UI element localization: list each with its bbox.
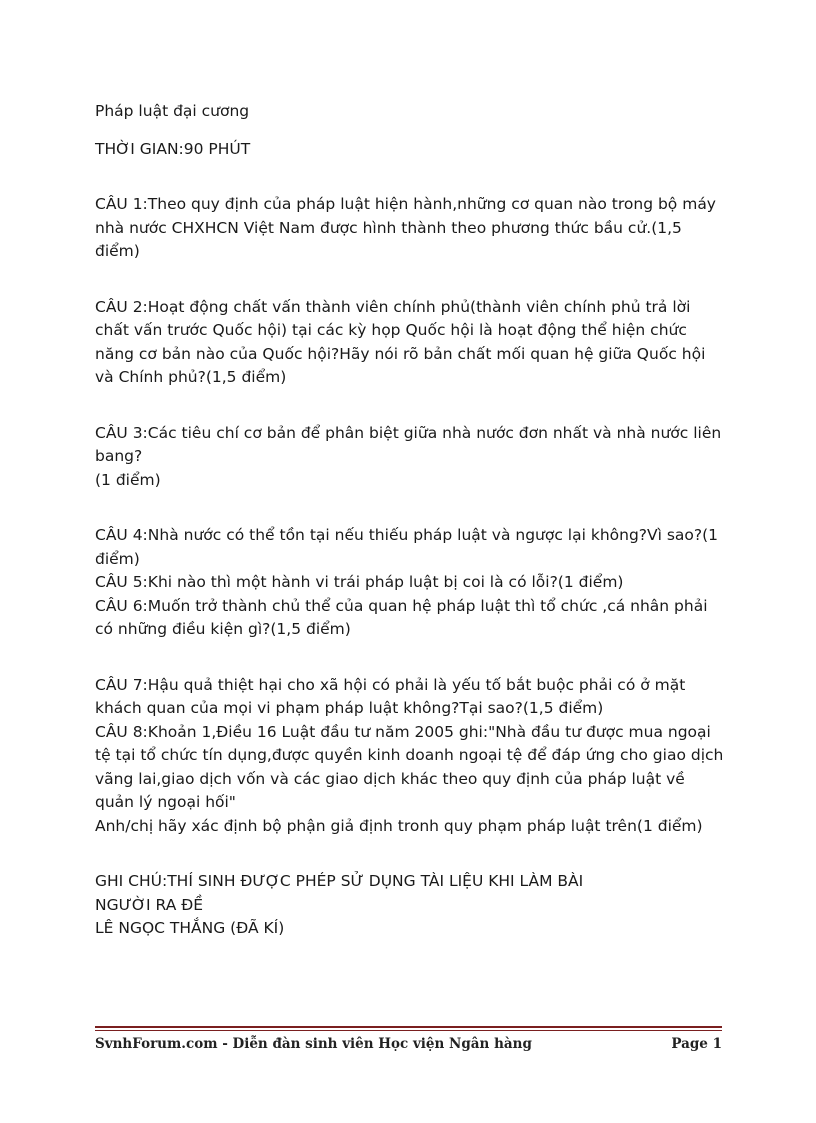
question-3: CÂU 3:Các tiêu chí cơ bản để phân biệt giữa nhà nước đơn nhất và nhà nước liên bang? — [95, 423, 722, 465]
footer-divider — [95, 1026, 722, 1031]
document-title: Pháp luật đại cương — [95, 102, 250, 120]
question-6: CÂU 6:Muốn trở thành chủ thể của quan hệ pháp luật thì tổ chức ,cá nhân phải có những điều kiện gì?(1,5 điểm) — [95, 596, 708, 638]
exam-time: THỜI GIAN:90 PHÚT — [95, 139, 251, 158]
question-8-task: Anh/chị hãy xác định bộ phận giả định tronh quy phạm pháp luật trên(1 điểm) — [95, 816, 703, 835]
question-7: CÂU 7:Hậu quả thiệt hại cho xã hội có phải là yếu tố bắt buộc phải có ở mặt khách quan của mọi vi phạm pháp luật không?Tại sao?(1,5 điểm) — [95, 675, 686, 717]
exam-note: GHI CHÚ:THÍ SINH ĐƯỢC PHÉP SỬ DỤNG TÀI LIỆU KHI LÀM BÀI — [95, 872, 584, 890]
question-4: CÂU 4:Nhà nước có thể tồn tại nếu thiếu pháp luật và ngược lại không?Vì sao?(1 điểm) — [95, 526, 719, 568]
footer-site-text: SvnhForum.com - Diễn đàn sinh viên Học viện Ngân hàng — [95, 1036, 532, 1052]
question-8: CÂU 8:Khoản 1,Điều 16 Luật đầu tư năm 2005 ghi:"Nhà đầu tư được mua ngoại tệ tại tổ chức tín dụng,được quyền kinh doanh ngoại tệ để đáp ứng cho giao dịch vãng lai,giao dịch vốn và các giao dịch khác theo quy định của pháp luật về quản lý ngoại hối" — [95, 722, 724, 811]
page-footer — [95, 1036, 722, 1052]
question-3-points: (1 điểm) — [95, 470, 161, 489]
page-number: Page 1 — [671, 1036, 722, 1052]
author-label: NGƯỜI RA ĐỀ — [95, 895, 204, 914]
question-5: CÂU 5:Khi nào thì một hành vi trái pháp luật bị coi là có lỗi?(1 điểm) — [95, 573, 624, 591]
author-name: LÊ NGỌC THẮNG (ĐÃ KÍ) — [95, 919, 285, 937]
question-2: CÂU 2:Hoạt động chất vấn thành viên chính phủ(thành viên chính phủ trả lời chất vấn trước Quốc hội) tại các kỳ họp Quốc hội là hoạt động thể hiện chức năng cơ bản nào của Quốc hội?Hãy nói rõ bản chất mối quan hệ giữa Quốc hội và Chính phủ?(1,5 điểm) — [95, 297, 706, 386]
question-1: CÂU 1:Theo quy định của pháp luật hiện hành,những cơ quan nào trong bộ máy nhà nước CHXHCN Việt Nam được hình thành theo phương thức bầu cử.(1,5 điểm) — [95, 195, 716, 260]
document-body — [95, 100, 725, 941]
